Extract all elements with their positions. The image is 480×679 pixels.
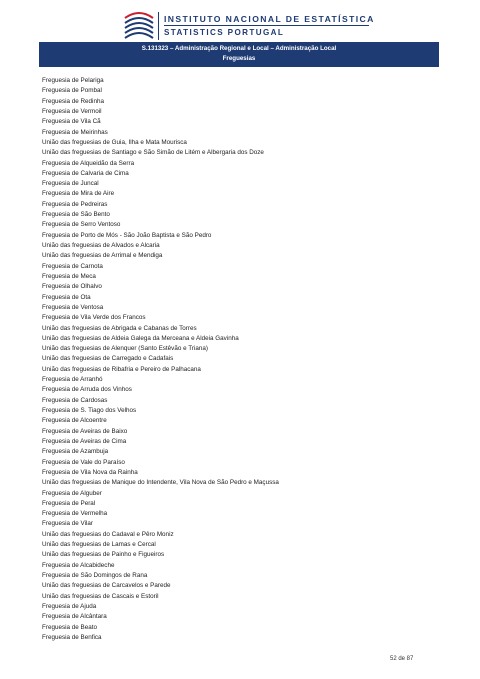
list-item: Freguesia de Vilar (42, 520, 93, 528)
list-item: Freguesia de São Domingos de Rana (42, 572, 148, 579)
header (122, 10, 375, 44)
list-item: Freguesia de Vila Nova da Rainha (42, 468, 138, 476)
list-item: Freguesia de Azambuja (42, 448, 109, 456)
list-item: Freguesia de Cardosas (42, 396, 108, 404)
list-item: Freguesia de Carnota (42, 262, 103, 270)
page-number: 52 de 87 (390, 656, 414, 662)
list-item: Freguesia de Serro Ventoso (42, 221, 121, 229)
list-item: Freguesia de Vermoil (42, 107, 102, 115)
list-item: Freguesia de Vila Verde dos Francos (42, 314, 146, 322)
list-item: Freguesia de Calvaria de Cima (42, 169, 129, 177)
list-item: União das freguesias do Cadaval e Pêro Moniz (42, 530, 174, 538)
list-item: Freguesia de Alcoentre (42, 417, 107, 425)
list-item: Freguesia de Redinha (42, 97, 104, 105)
list-item: Freguesia de Ajuda (42, 602, 97, 610)
list-item: União das freguesias de Santiago e São Simão de Litém e Albergaria dos Doze (42, 149, 264, 157)
org-name: INSTITUTO NACIONAL DE ESTATÍSTICA (164, 14, 375, 24)
list-item: União das freguesias de Alenquer (Santo Estêvão e Triana) (42, 345, 208, 353)
list-item: Freguesia de Vermelha (42, 510, 108, 518)
section-subtitle: Freguesias (222, 55, 256, 62)
org-underline (164, 25, 369, 26)
section-title: S.131323 – Administração Regional e Local – Administração Local (141, 45, 337, 52)
list-item: Freguesia de Pombal (42, 87, 102, 95)
list-item: União das freguesias de Alvados e Alcaria (42, 242, 160, 249)
list-item: Freguesia de Aveiras de Baixo (42, 427, 128, 435)
list-item: Freguesia de Vila Cã (42, 118, 101, 126)
list-item: Freguesia de Peral (42, 499, 96, 507)
list-item: União das freguesias de Carcavelos e Parede (42, 582, 171, 590)
list-item: União das freguesias de Painho e Figueiros (42, 551, 165, 559)
list-item: Freguesia de Meca (42, 272, 96, 280)
section-title-bar (39, 42, 439, 67)
parish-list (42, 76, 452, 643)
list-item: União das freguesias de Lamas e Cercal (42, 541, 156, 549)
list-item: União das freguesias de Ribafria e Pereiro de Palhacana (42, 365, 201, 373)
list-item: União das freguesias de Guia, Ilha e Mata Mourisca (42, 138, 187, 146)
list-item: Freguesia de Porto de Mós - São João Baptista e São Pedro (42, 231, 212, 239)
list-item: Freguesia de Arruda dos Vinhos (42, 386, 132, 394)
list-item: União das freguesias de Abrigada e Cabanas de Torres (42, 324, 197, 332)
list-item: Freguesia de Benfica (42, 633, 102, 641)
org-name-english: STATISTICS PORTUGAL (164, 28, 285, 37)
list-item: Freguesia de Aveiras de Cima (42, 437, 127, 445)
list-item: União das freguesias de Carregado e Cadafais (42, 355, 174, 363)
list-item: Freguesia de Alcabideche (42, 561, 115, 569)
list-item: União das freguesias de Manique do Intendente, Vila Nova de São Pedro e Maçussa (42, 479, 279, 487)
logo-divider (158, 12, 159, 40)
list-item: Freguesia de Olhalvo (42, 283, 102, 291)
list-item: Freguesia de Beato (42, 623, 97, 631)
list-item: Freguesia de Meirinhas (42, 128, 108, 136)
list-item: Freguesia de Vale do Paraíso (42, 458, 125, 466)
list-item: Freguesia de Mira de Aire (42, 190, 115, 198)
list-item: Freguesia de S. Tiago dos Velhos (42, 407, 137, 414)
ine-logo (122, 10, 156, 40)
list-item: Freguesia de Ventosa (42, 303, 104, 311)
list-item: Freguesia de Pelariga (42, 77, 104, 84)
list-item: União das freguesias de Aldeia Galega da Merceana e Aldeia Gavinha (42, 334, 239, 342)
list-item: Freguesia de Alguber (42, 489, 102, 497)
list-item: Freguesia de Alqueidão da Serra (42, 159, 135, 167)
list-item: Freguesia de Juncal (42, 180, 99, 188)
list-item: Freguesia de São Bento (42, 211, 110, 219)
list-item: Freguesia de Pedreiras (42, 200, 108, 208)
list-item: Freguesia de Ota (42, 293, 91, 301)
list-item: Freguesia de Arranhó (42, 376, 103, 384)
list-item: União das freguesias de Cascais e Estoril (42, 592, 159, 600)
list-item: União das freguesias de Arrimal e Mendiga (42, 252, 163, 260)
list-item: Freguesia de Alcântara (42, 613, 107, 621)
